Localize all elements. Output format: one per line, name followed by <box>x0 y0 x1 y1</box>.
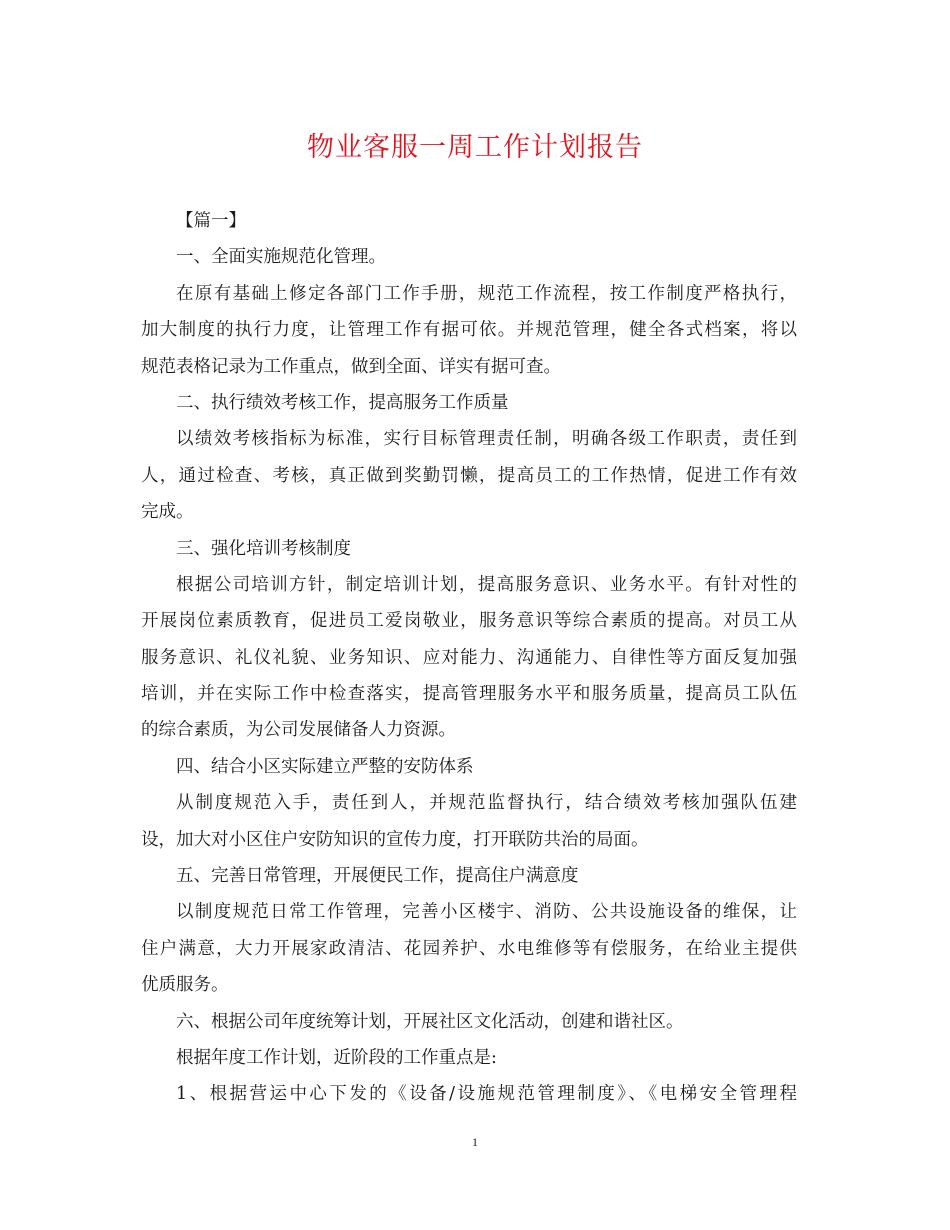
text-line: 六、根据公司年度统筹计划，开展社区文化活动，创建和谐社区。 <box>176 1011 684 1032</box>
text-line: 根据公司培训方针，制定培训计划，提高服务意识、业务水平。有针对性的 <box>176 574 797 595</box>
text-line: 人，通过检查、考核，真正做到奖勤罚懒，提高员工的工作热情，促进工作有效 <box>141 465 797 486</box>
text-line: 加大制度的执行力度，让管理工作有据可依。并规范管理，健全各式档案，将以 <box>141 320 797 341</box>
text-line: 1、根据营运中心下发的《设备/设施规范管理制度》、《电梯安全管理程 <box>176 1084 797 1105</box>
text-line: 规范表格记录为工作重点，做到全面、详实有据可查。 <box>141 356 561 377</box>
document-title: 物业客服一周工作计划报告 <box>307 132 643 163</box>
text-line: 的综合素质，为公司发展储备人力资源。 <box>141 720 456 741</box>
text-line: 二、执行绩效考核工作，提高服务工作质量 <box>176 392 509 413</box>
text-line: 完成。 <box>141 502 194 523</box>
text-line: 根据年度工作计划，近阶段的工作重点是: <box>176 1047 497 1068</box>
document-body <box>141 203 797 1113</box>
text-line: 三、强化培训考核制度 <box>176 538 351 559</box>
text-line: 四、结合小区实际建立严整的安防体系 <box>176 756 474 777</box>
text-line: 在原有基础上修定各部门工作手册，规范工作流程，按工作制度严格执行， <box>176 283 797 304</box>
text-line: 优质服务。 <box>141 975 229 996</box>
text-line: 【篇一】 <box>176 211 246 231</box>
text-line: 设，加大对小区住户安防知识的宣传力度，打开联防共治的局面。 <box>141 829 649 850</box>
text-line: 住户满意，大力开展家政清洁、花园养护、水电维修等有偿服务，在给业主提供 <box>141 938 797 959</box>
text-line: 从制度规范入手，责任到人，并规范监督执行，结合绩效考核加强队伍建 <box>176 793 797 814</box>
text-line: 培训，并在实际工作中检查落实，提高管理服务水平和服务质量，提高员工队伍 <box>141 684 797 705</box>
page-number: 1 <box>472 1135 478 1149</box>
text-line: 五、完善日常管理，开展便民工作，提高住户满意度 <box>176 866 579 887</box>
text-line: 服务意识、礼仪礼貌、业务知识、应对能力、沟通能力、自律性等方面反复加强 <box>141 647 797 668</box>
text-line: 以制度规范日常工作管理，完善小区楼宇、消防、公共设施设备的维保，让 <box>176 902 797 923</box>
text-line: 一、全面实施规范化管理。 <box>176 247 386 268</box>
text-line: 以绩效考核指标为标准，实行目标管理责任制，明确各级工作职责，责任到 <box>176 429 797 450</box>
text-line: 开展岗位素质教育，促进员工爱岗敬业，服务意识等综合素质的提高。对员工从 <box>141 611 797 632</box>
